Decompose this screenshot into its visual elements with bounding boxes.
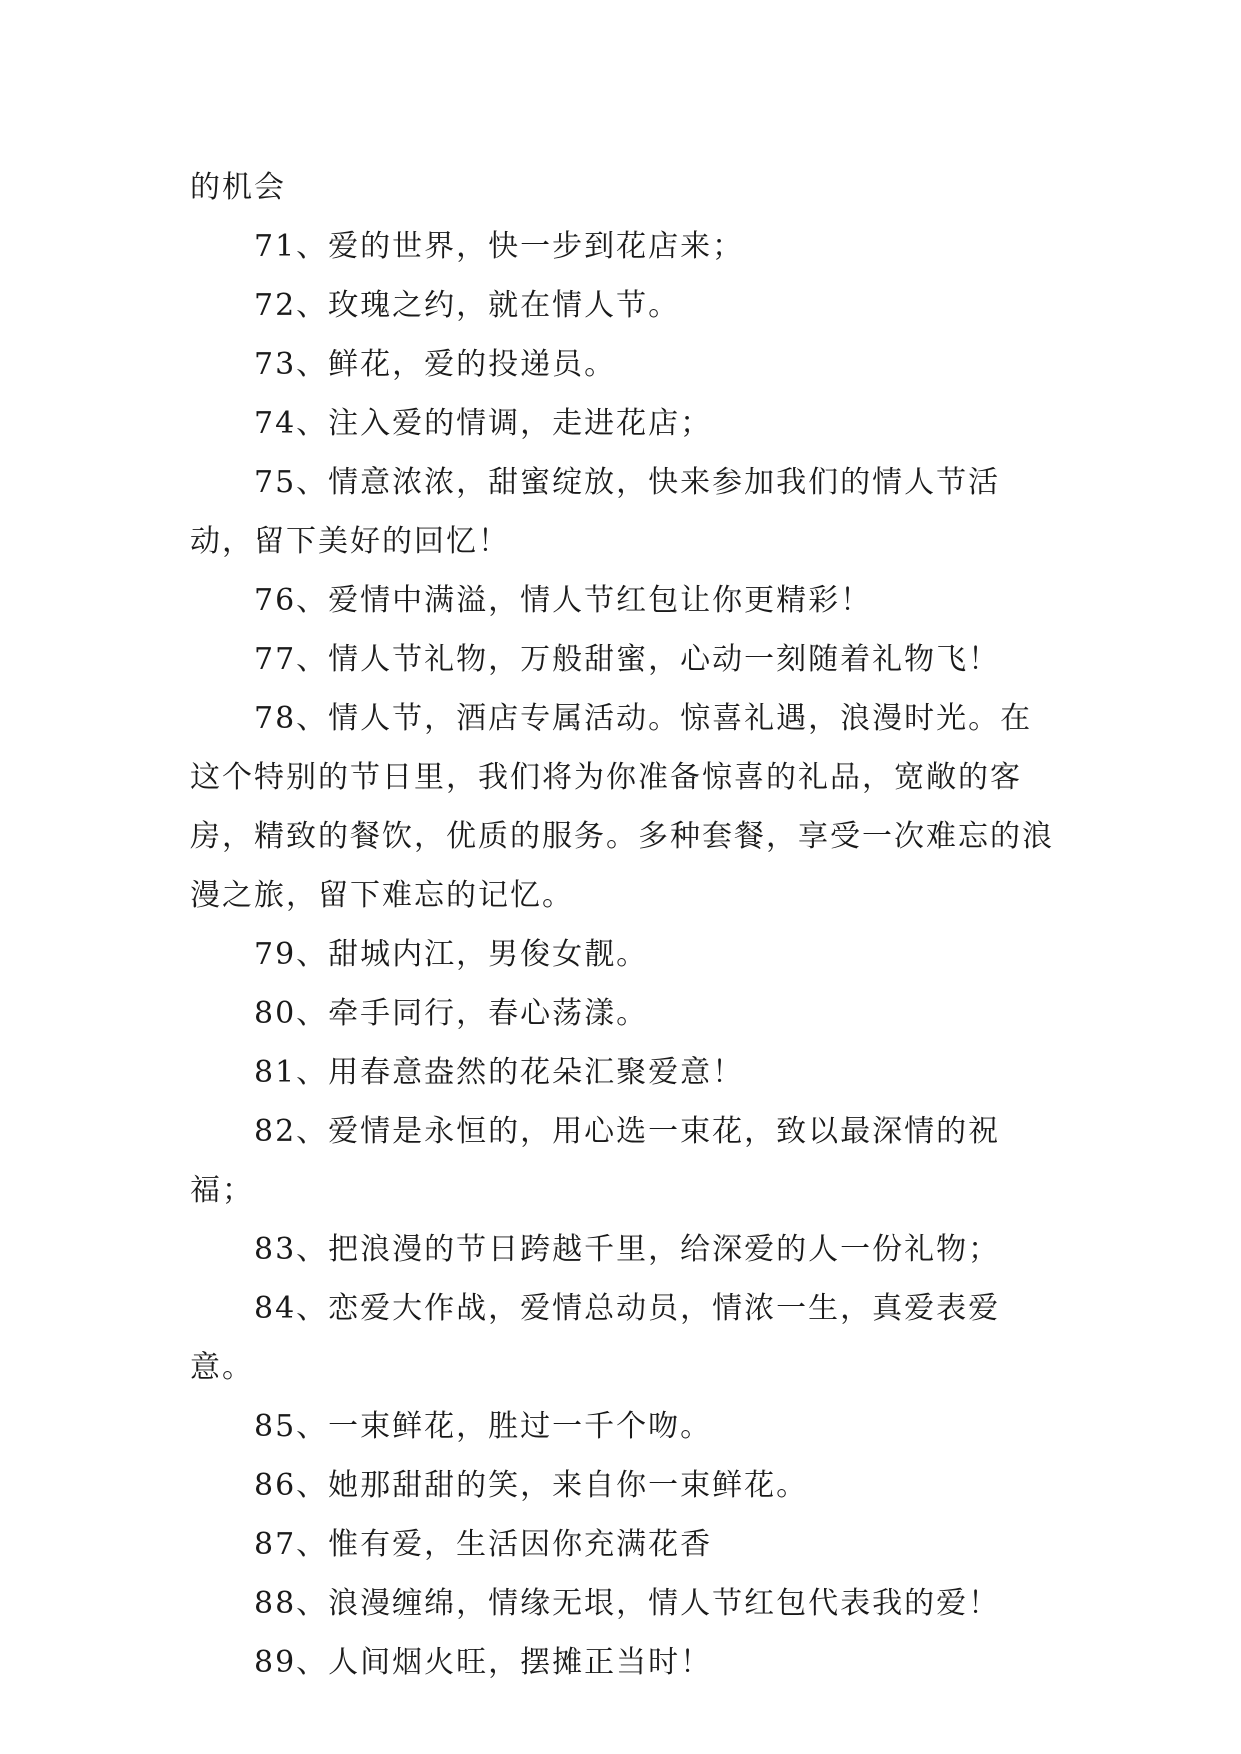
- slogan-88: 88、浪漫缠绵，情缘无垠，情人节红包代表我的爱！: [254, 1586, 1001, 1621]
- slogan-87: 87、惟有爱，生活因你充满花香: [254, 1527, 713, 1562]
- slogan-75: 75、情意浓浓，甜蜜绽放，快来参加我们的情人节活动，留下美好的回忆！: [190, 465, 1001, 559]
- slogan-80: 80、牵手同行，春心荡漾。: [254, 996, 649, 1031]
- slogan-77: 77、情人节礼物，万般甜蜜，心动一刻随着礼物飞！: [254, 642, 1001, 677]
- slogan-83: 83、把浪漫的节日跨越千里，给深爱的人一份礼物；: [254, 1232, 1001, 1267]
- slogan-78: 78、情人节，酒店专属活动。惊喜礼遇，浪漫时光。在这个特别的节日里，我们将为你准备惊喜的礼品，宽敞的客房，精致的餐饮，优质的服务。多种套餐，享受一次难忘的浪漫之旅，留下难忘的记忆。: [190, 701, 1054, 913]
- slogan-76: 76、爱情中满溢，情人节红包让你更精彩！: [254, 583, 873, 618]
- paragraph: 的机会: [190, 170, 286, 205]
- slogan-82: 82、爱情是永恒的，用心选一束花，致以最深情的祝福；: [190, 1114, 1001, 1208]
- document-page: [190, 158, 1060, 1692]
- slogan-85: 85、一束鲜花，胜过一千个吻。: [254, 1409, 713, 1444]
- slogan-84: 84、恋爱大作战，爱情总动员，情浓一生，真爱表爱意。: [190, 1291, 1001, 1385]
- slogan-81: 81、用春意盎然的花朵汇聚爱意！: [254, 1055, 745, 1090]
- slogan-73: 73、鲜花，爱的投递员。: [254, 347, 617, 382]
- slogan-71: 71、爱的世界，快一步到花店来；: [254, 229, 745, 264]
- slogan-86: 86、她那甜甜的笑，来自你一束鲜花。: [254, 1468, 809, 1503]
- slogan-79: 79、甜城内江，男俊女靓。: [254, 937, 649, 972]
- slogan-72: 72、玫瑰之约，就在情人节。: [254, 288, 681, 323]
- slogan-89: 89、人间烟火旺，摆摊正当时！: [254, 1645, 713, 1680]
- slogan-74: 74、注入爱的情调，走进花店；: [254, 406, 713, 441]
